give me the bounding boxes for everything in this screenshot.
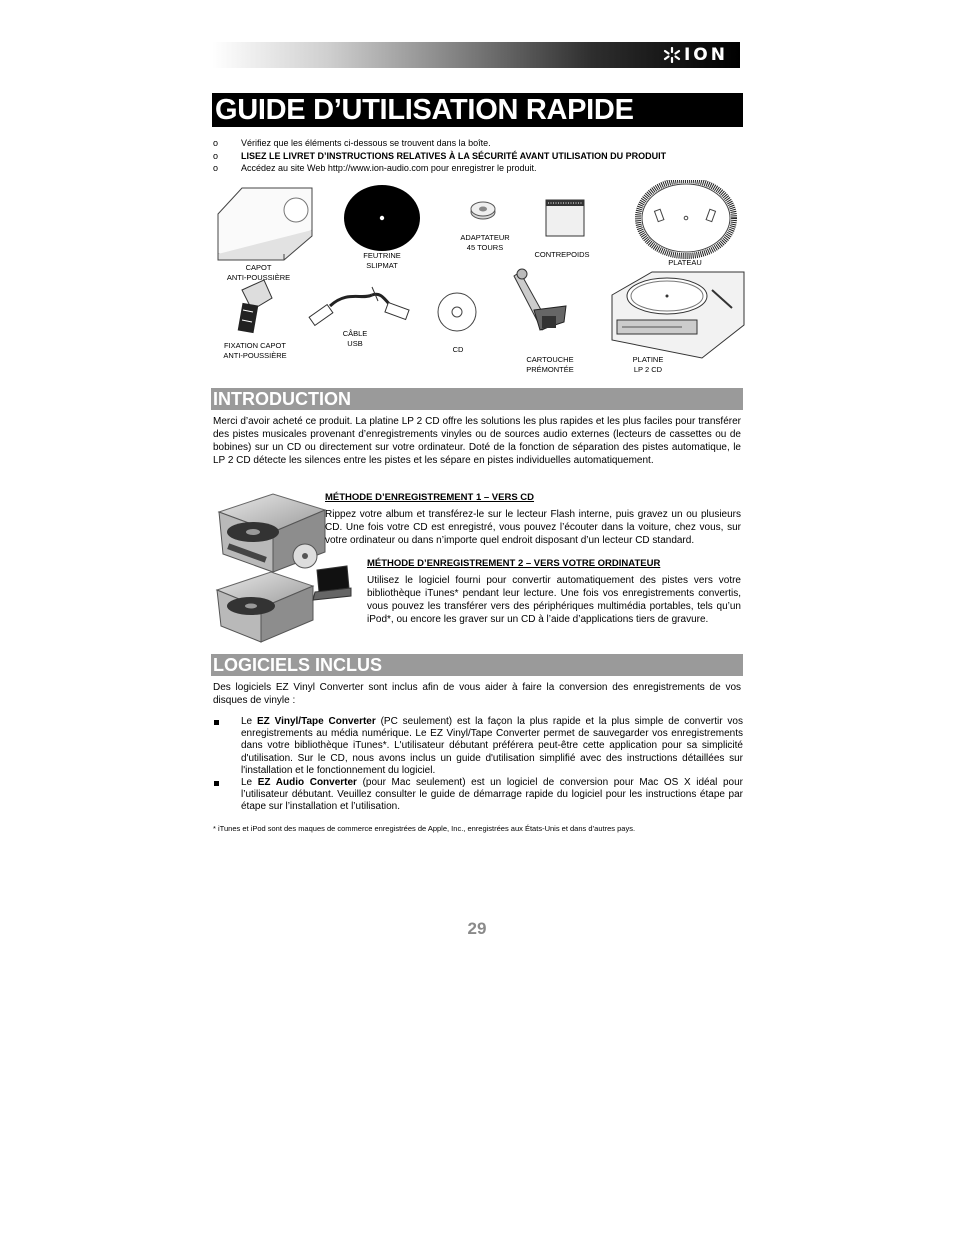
figure-label-cartouche: CARTOUCHE PRÉMONTÉE — [526, 355, 574, 374]
software-heading: LOGICIELS INCLUS — [211, 654, 743, 676]
footnote: * iTunes et iPod sont des maques de commerce enregistrées de Apple, Inc., enregistrées aux États-Unis et dans d’autres pays. — [213, 824, 636, 833]
software-list — [213, 716, 743, 814]
square-bullet-icon — [214, 720, 219, 725]
figure-label-capot: CAPOT ANTI-POUSSIÈRE — [226, 263, 291, 282]
method2-title: MÉTHODE D’ENREGISTREMENT 2 – VERS VOTRE ORDINATEUR — [367, 558, 661, 569]
circle-bullet: o — [213, 150, 219, 161]
software-name: EZ Vinyl/Tape Converter — [256, 716, 376, 727]
method1-title: MÉTHODE D’ENREGISTREMENT 1 – VERS CD — [325, 492, 535, 503]
figure-label-cd: CD — [452, 345, 464, 354]
usb-cable-illustration — [309, 287, 409, 325]
method1-body: Rippez votre album et transférez-le sur le lecteur Flash interne, puis gravez un ou plusieurs CD. Une fois votre CD est enregistré, vous pouvez l’écouter dans la voiture, chez vous, sur votre ordinateur ou dans n’importe quel endroit disposant d’un lecteur CD standard. — [325, 509, 741, 546]
figure-label-contrepoids: CONTREPOIDS — [534, 250, 590, 259]
adapter-illustration — [471, 202, 495, 219]
platter-illustration — [638, 180, 734, 256]
dust-cover-illustration — [218, 188, 312, 260]
figure-label-adaptateur: ADAPTATEUR 45 TOURS — [460, 233, 510, 252]
software-intro: Des logiciels EZ Vinyl Converter sont inclus afin de vous aider à faire la conversion des enregistrements de vos disques de vinyle : — [213, 682, 741, 706]
figure-label-feutrine: FEUTRINE SLIPMAT — [363, 251, 401, 270]
introduction-heading: INTRODUCTION — [211, 388, 743, 410]
method2-body: Utilisez le logiciel fourni pour convertir automatiquement des pistes vers votre bibliothèque iTunes* pendant leur lecture. Une fois vos enregistrements convertis, vous pouvez les transférer vers des périphériques multimédia portables, tels qu’un iPod*, ou encore les graver sur un CD à l’aide d’applications tiers de gravure. — [367, 575, 741, 625]
turntable-cd-photo — [219, 494, 325, 572]
checklist-item: o Vérifiez que les éléments ci-dessous se trouvent dans la boîte. — [213, 138, 491, 148]
page-title: GUIDE D’UTILISATION RAPIDE — [212, 93, 743, 127]
cd-illustration — [438, 293, 476, 331]
checklist — [213, 137, 743, 175]
cartridge-illustration — [514, 269, 566, 330]
list-item: Le EZ Vinyl/Tape Converter (PC seulement) est la façon la plus rapide et la plus simple de convertir vos enregistrements au média numérique. Le EZ Vinyl/Tape Converter permet de sauvegarder vos enregistrements dans votre bibliothèque iTunes*. L'utilisateur débutant préférera peut-être cette application pour sa simplicité d'utilisation. Sur le CD, nous avons inclus un guide d'utilisation simplifié avec des instructions détaillées sur l'installation et le fonctionnement du logiciel. — [213, 716, 743, 777]
circle-bullet: o — [213, 163, 219, 173]
header-band — [212, 42, 740, 68]
checklist-item: o LISEZ LE LIVRET D’INSTRUCTIONS RELATIVES À LA SÉCURITÉ AVANT UTILISATION DU PRODUIT — [213, 150, 667, 161]
figure-label-plateau: PLATEAU — [668, 258, 702, 267]
list-item: Le EZ Audio Converter (pour Mac seulement) est un logiciel de conversion pour Mac OS X idéal pour l’utilisateur débutant. Veuillez consulter le guide de démarrage rapide du logiciel pour les instructions étape par étape sur l’installation et l’utilisation. — [213, 777, 743, 814]
figure-label-fixation: FIXATION CAPOT ANTI-POUSSIÈRE — [223, 341, 287, 360]
figure-label-platine: PLATINE LP 2 CD — [632, 355, 664, 374]
introduction-body: Merci d’avoir acheté ce produit. La platine LP 2 CD offre les solutions les plus rapides et les plus faciles pour transférer des pistes musicales provenant d’enregistrements vinyles ou de sources audio externes (lecteurs de cassettes ou de bobines) sur un CD ou directement sur votre ordinateur. Doté de la fonction de séparation des pistes automatique, le LP 2 CD détecte les silences entre les pistes et les sépare en pistes individuelles automatiquement. — [213, 416, 741, 466]
checklist-item: o Accédez au site Web http://www.ion-audio.com pour enregistrer le produit. — [213, 163, 537, 173]
ion-logo — [663, 45, 728, 65]
software-name: EZ Audio Converter — [257, 777, 357, 789]
starburst-icon — [663, 47, 681, 63]
square-bullet-icon — [214, 781, 219, 786]
logo-text: ION — [683, 45, 728, 65]
figure-label-cable: CÂBLE USB — [342, 329, 368, 348]
page-number: 29 — [467, 919, 487, 938]
hinge-illustration — [238, 280, 272, 333]
counterweight-illustration — [546, 200, 584, 236]
turntable-laptop-photo — [217, 566, 351, 642]
circle-bullet: o — [213, 138, 219, 148]
turntable-illustration — [612, 272, 744, 358]
